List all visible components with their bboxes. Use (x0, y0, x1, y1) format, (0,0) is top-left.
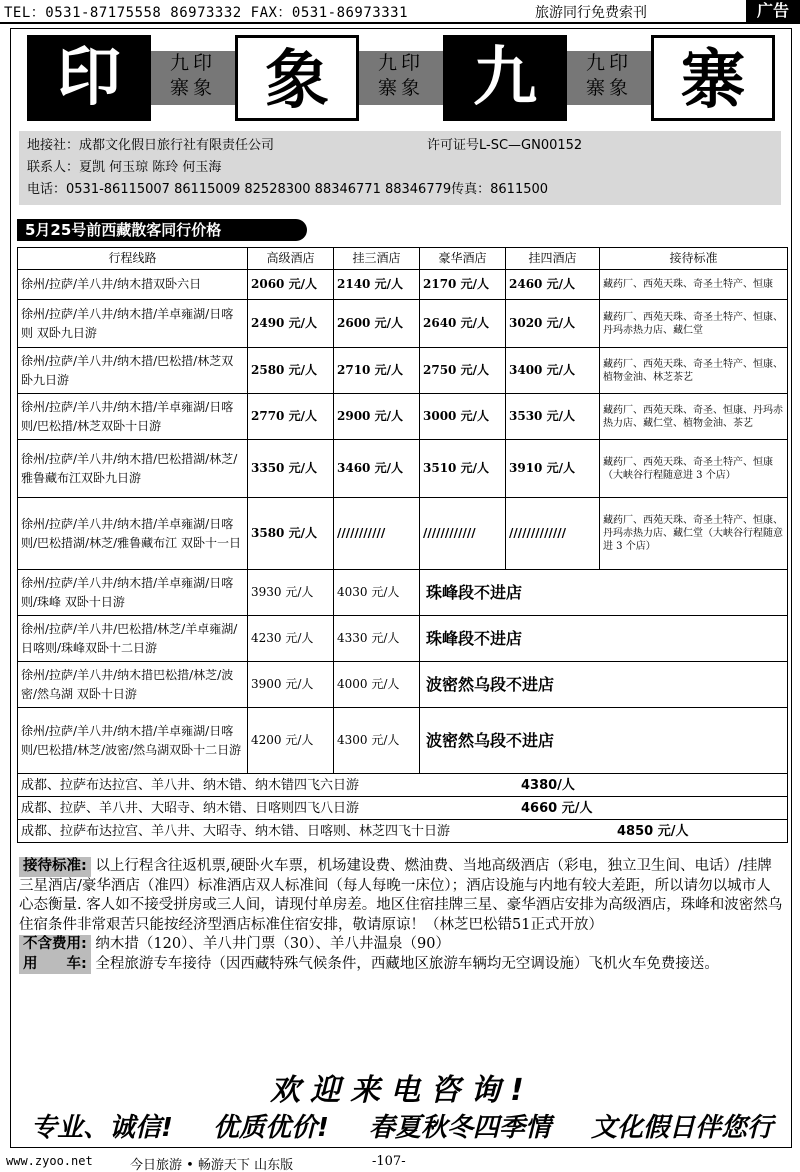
bottom-bar (0, 1152, 800, 1172)
license-number: 许可证号L-SC—GN00152 (427, 138, 583, 153)
price-cell: 2770 元/人 (248, 394, 334, 440)
standard-cell: 藏药厂、西苑天珠、奇圣、恒康、丹玛赤热力店、藏仁堂、植物金油、茶艺 (600, 394, 788, 440)
contact-numbers: TEL：0531-87175558 86973332 FAX：0531-86973331 (4, 5, 409, 21)
section-title: 5月25号前西藏散客同行价格 (17, 219, 307, 241)
route-cell: 徐州/拉萨/羊八井/纳木措/羊卓雍湖/日喀则/巴松措/林芝/波密/然乌湖双卧十二日游 (18, 708, 248, 774)
flight-route: 成都、拉萨布达拉宫、羊八井、大昭寺、纳木错、日喀则、林芝四飞十日游 (21, 823, 451, 839)
price-cell: 3580 元/人 (248, 498, 334, 570)
header-standard: 接待标准 (600, 248, 788, 270)
table-row (18, 498, 788, 570)
table-row (18, 348, 788, 394)
seal-top-text: 九印 (377, 52, 424, 74)
price-cell: 3900 元/人 (248, 662, 334, 708)
route-cell: 徐州/拉萨/羊八井/纳木措/羊卓雍湖/日喀则 双卧九日游 (18, 300, 248, 348)
slogan-2: 优质优价! (212, 1113, 329, 1143)
price-cell: 3910 元/人 (506, 440, 600, 498)
flight-row (18, 774, 788, 797)
slogan-3: 春夏秋冬四季情 (368, 1113, 551, 1143)
contact-persons: 联系人：夏凯 何玉琼 陈玲 何玉海 (27, 160, 222, 175)
vehicle-text: 全程旅游专车接待（因西藏特殊气候条件，西藏地区旅游车辆均无空调设施）飞机火车免费接送。 (95, 955, 719, 972)
banner-seal-3 (567, 51, 651, 105)
flight-route: 成都、拉萨布达拉宫、羊八井、纳木错、纳木错四飞六日游 (21, 777, 360, 793)
header-three-star: 挂三酒店 (334, 248, 420, 270)
price-cell: 2140 元/人 (334, 270, 420, 300)
seal-bottom-text: 寨象 (169, 77, 216, 99)
operator-name: 地接社：成都文化假日旅行社有限责任公司 (27, 138, 275, 153)
table-row (18, 300, 788, 348)
terms-section (19, 857, 783, 974)
no-shopping-note: 珠峰段不进店 (420, 570, 788, 616)
price-cell: 3000 元/人 (420, 394, 506, 440)
standard-cell: 藏药厂、西苑天珠、奇圣土特产、恒康、丹玛赤热力店、藏仁堂 (600, 300, 788, 348)
vehicle-info (19, 955, 783, 975)
top-bar (0, 0, 800, 24)
route-cell: 徐州/拉萨/羊八井/纳木措/巴松措/林芝双卧九日游 (18, 348, 248, 394)
page-number: -107- (372, 1154, 406, 1169)
no-shopping-note: 波密然乌段不进店 (420, 662, 788, 708)
route-cell: 徐州/拉萨/羊八井/纳木措/羊卓雍湖/日喀则/珠峰 双卧十日游 (18, 570, 248, 616)
route-cell: 徐州/拉萨/羊八井/纳木措/巴松措湖/林芝/雅鲁藏布江双卧九日游 (18, 440, 248, 498)
excluded-text: 纳木措（120）、羊八井门票（30）、羊八井温泉（90） (95, 936, 450, 952)
standard-cell: 藏药厂、西苑天珠、奇圣土特产、恒康 (600, 270, 788, 300)
standard-cell: 藏药厂、西苑天珠、奇圣土特产、恒康、丹玛赤热力店、藏仁堂（大峡谷行程随意进 3 个店） (600, 498, 788, 570)
excluded-fees (19, 935, 783, 955)
magazine-slogan: 今日旅游 • 畅游天下 山东版 (130, 1158, 294, 1172)
seal-top-text: 九印 (585, 52, 632, 74)
flight-row (18, 820, 788, 843)
route-cell: 徐州/拉萨/羊八井/纳木措巴松措/林芝/波密/然乌湖 双卧十日游 (18, 662, 248, 708)
no-shopping-note: 珠峰段不进店 (420, 616, 788, 662)
price-cell: 4330 元/人 (334, 616, 420, 662)
table-row (18, 616, 788, 662)
vehicle-label: 用 车: (19, 955, 91, 975)
slogan-line (11, 1107, 793, 1144)
flight-row (18, 797, 788, 820)
price-cell: /////////// (334, 498, 420, 570)
banner-char-1: 印 (27, 35, 151, 121)
table-row (18, 708, 788, 774)
banner-seal-1 (151, 51, 235, 105)
price-cell: 2580 元/人 (248, 348, 334, 394)
table-row (18, 662, 788, 708)
price-cell: 2900 元/人 (334, 394, 420, 440)
price-cell: 2600 元/人 (334, 300, 420, 348)
slogan-1: 专业、诚信! (31, 1113, 173, 1143)
price-cell: 2640 元/人 (420, 300, 506, 348)
ad-page (10, 28, 792, 1148)
seal-bottom-text: 寨象 (585, 77, 632, 99)
standard-cell: 藏药厂、西苑天珠、奇圣土特产、恒康（大峡谷行程随意进 3 个店） (600, 440, 788, 498)
publication-name: 旅游同行免费索刊 (535, 5, 647, 21)
flight-price: 4660 元/人 (521, 800, 593, 816)
standard-cell: 藏药厂、西苑天珠、奇圣土特产、恒康、植物金油、林芝茶艺 (600, 348, 788, 394)
price-cell: 4200 元/人 (248, 708, 334, 774)
route-cell: 徐州/拉萨/羊八井/纳木措/羊卓雍湖/日喀则/巴松措湖/林芝/雅鲁藏布江 双卧十一日 (18, 498, 248, 570)
website-link[interactable]: www.zyoo.net (6, 1154, 93, 1168)
agency-info (19, 131, 781, 205)
header-senior-hotel: 高级酒店 (248, 248, 334, 270)
table-row (18, 270, 788, 300)
price-cell: 3510 元/人 (420, 440, 506, 498)
banner-char-2: 象 (235, 35, 359, 121)
price-cell: 3020 元/人 (506, 300, 600, 348)
price-table (17, 247, 788, 843)
price-cell: 2710 元/人 (334, 348, 420, 394)
flight-route: 成都、拉萨、羊八井、大昭寺、纳木错、日喀则四飞八日游 (21, 800, 360, 816)
table-row (18, 570, 788, 616)
banner-char-4: 寨 (651, 35, 775, 121)
header-route: 行程线路 (18, 248, 248, 270)
flight-price: 4380/人 (521, 777, 575, 793)
standard-label: 接待标准: (19, 857, 91, 877)
price-cell: 2750 元/人 (420, 348, 506, 394)
price-cell: 2170 元/人 (420, 270, 506, 300)
price-cell: 4300 元/人 (334, 708, 420, 774)
ad-tag: 广告 (746, 0, 800, 22)
header-deluxe: 豪华酒店 (420, 248, 506, 270)
price-cell: 4000 元/人 (334, 662, 420, 708)
table-row (18, 440, 788, 498)
price-cell: 2490 元/人 (248, 300, 334, 348)
price-cell: 3460 元/人 (334, 440, 420, 498)
flight-price: 4850 元/人 (617, 823, 689, 839)
price-cell: 4230 元/人 (248, 616, 334, 662)
price-cell: ///////////// (506, 498, 600, 570)
welcome-slogan: 欢迎来电咨询! (270, 1073, 534, 1108)
title-banner (27, 35, 775, 121)
price-cell: 2060 元/人 (248, 270, 334, 300)
seal-top-text: 九印 (169, 52, 216, 74)
seal-bottom-text: 寨象 (377, 77, 424, 99)
header-four-star: 挂四酒店 (506, 248, 600, 270)
price-cell: 3350 元/人 (248, 440, 334, 498)
price-cell: 3530 元/人 (506, 394, 600, 440)
table-header (18, 248, 788, 270)
excluded-label: 不含费用: (19, 935, 91, 955)
phone-numbers: 电话：0531-86115007 86115009 82528300 88346771 88346779传真：8611500 (27, 182, 549, 197)
banner-seal-2 (359, 51, 443, 105)
table-row (18, 394, 788, 440)
route-cell: 徐州/拉萨/羊八井/巴松措/林芝/羊卓雍湖/日喀则/珠峰双卧十二日游 (18, 616, 248, 662)
route-cell: 徐州/拉萨/羊八井/纳木措双卧六日 (18, 270, 248, 300)
route-cell: 徐州/拉萨/羊八井/纳木措/羊卓雍湖/日喀则/巴松措/林芝双卧十日游 (18, 394, 248, 440)
slogan-4: 文化假日伴您行 (590, 1113, 773, 1143)
reception-standard (19, 857, 783, 935)
price-cell: 4030 元/人 (334, 570, 420, 616)
price-cell: 2460 元/人 (506, 270, 600, 300)
standard-text: 以上行程含往返机票,硬卧火车票，机场建设费、燃油费、当地高级酒店（彩电，独立卫生间、电话）/挂牌三星酒店/豪华酒店（准四）标准酒店双人标准间（每人每晚一床位）；酒店设施与内地有较大差距，所以请勿以城市人心态衡量. 客人如不接受拼房或三人间，请现付单房差。地区住宿挂牌三星、豪华酒店安排为高级酒店，珠峰和波密然乌住宿条件非常艰苦只能按经济型酒店标准住宿安排，敬请原谅！（林芝巴松错51正式开放） (19, 858, 783, 933)
price-cell: 3400 元/人 (506, 348, 600, 394)
price-cell: 3930 元/人 (248, 570, 334, 616)
banner-char-3: 九 (443, 35, 567, 121)
price-cell: //////////// (420, 498, 506, 570)
no-shopping-note: 波密然乌段不进店 (420, 708, 788, 774)
